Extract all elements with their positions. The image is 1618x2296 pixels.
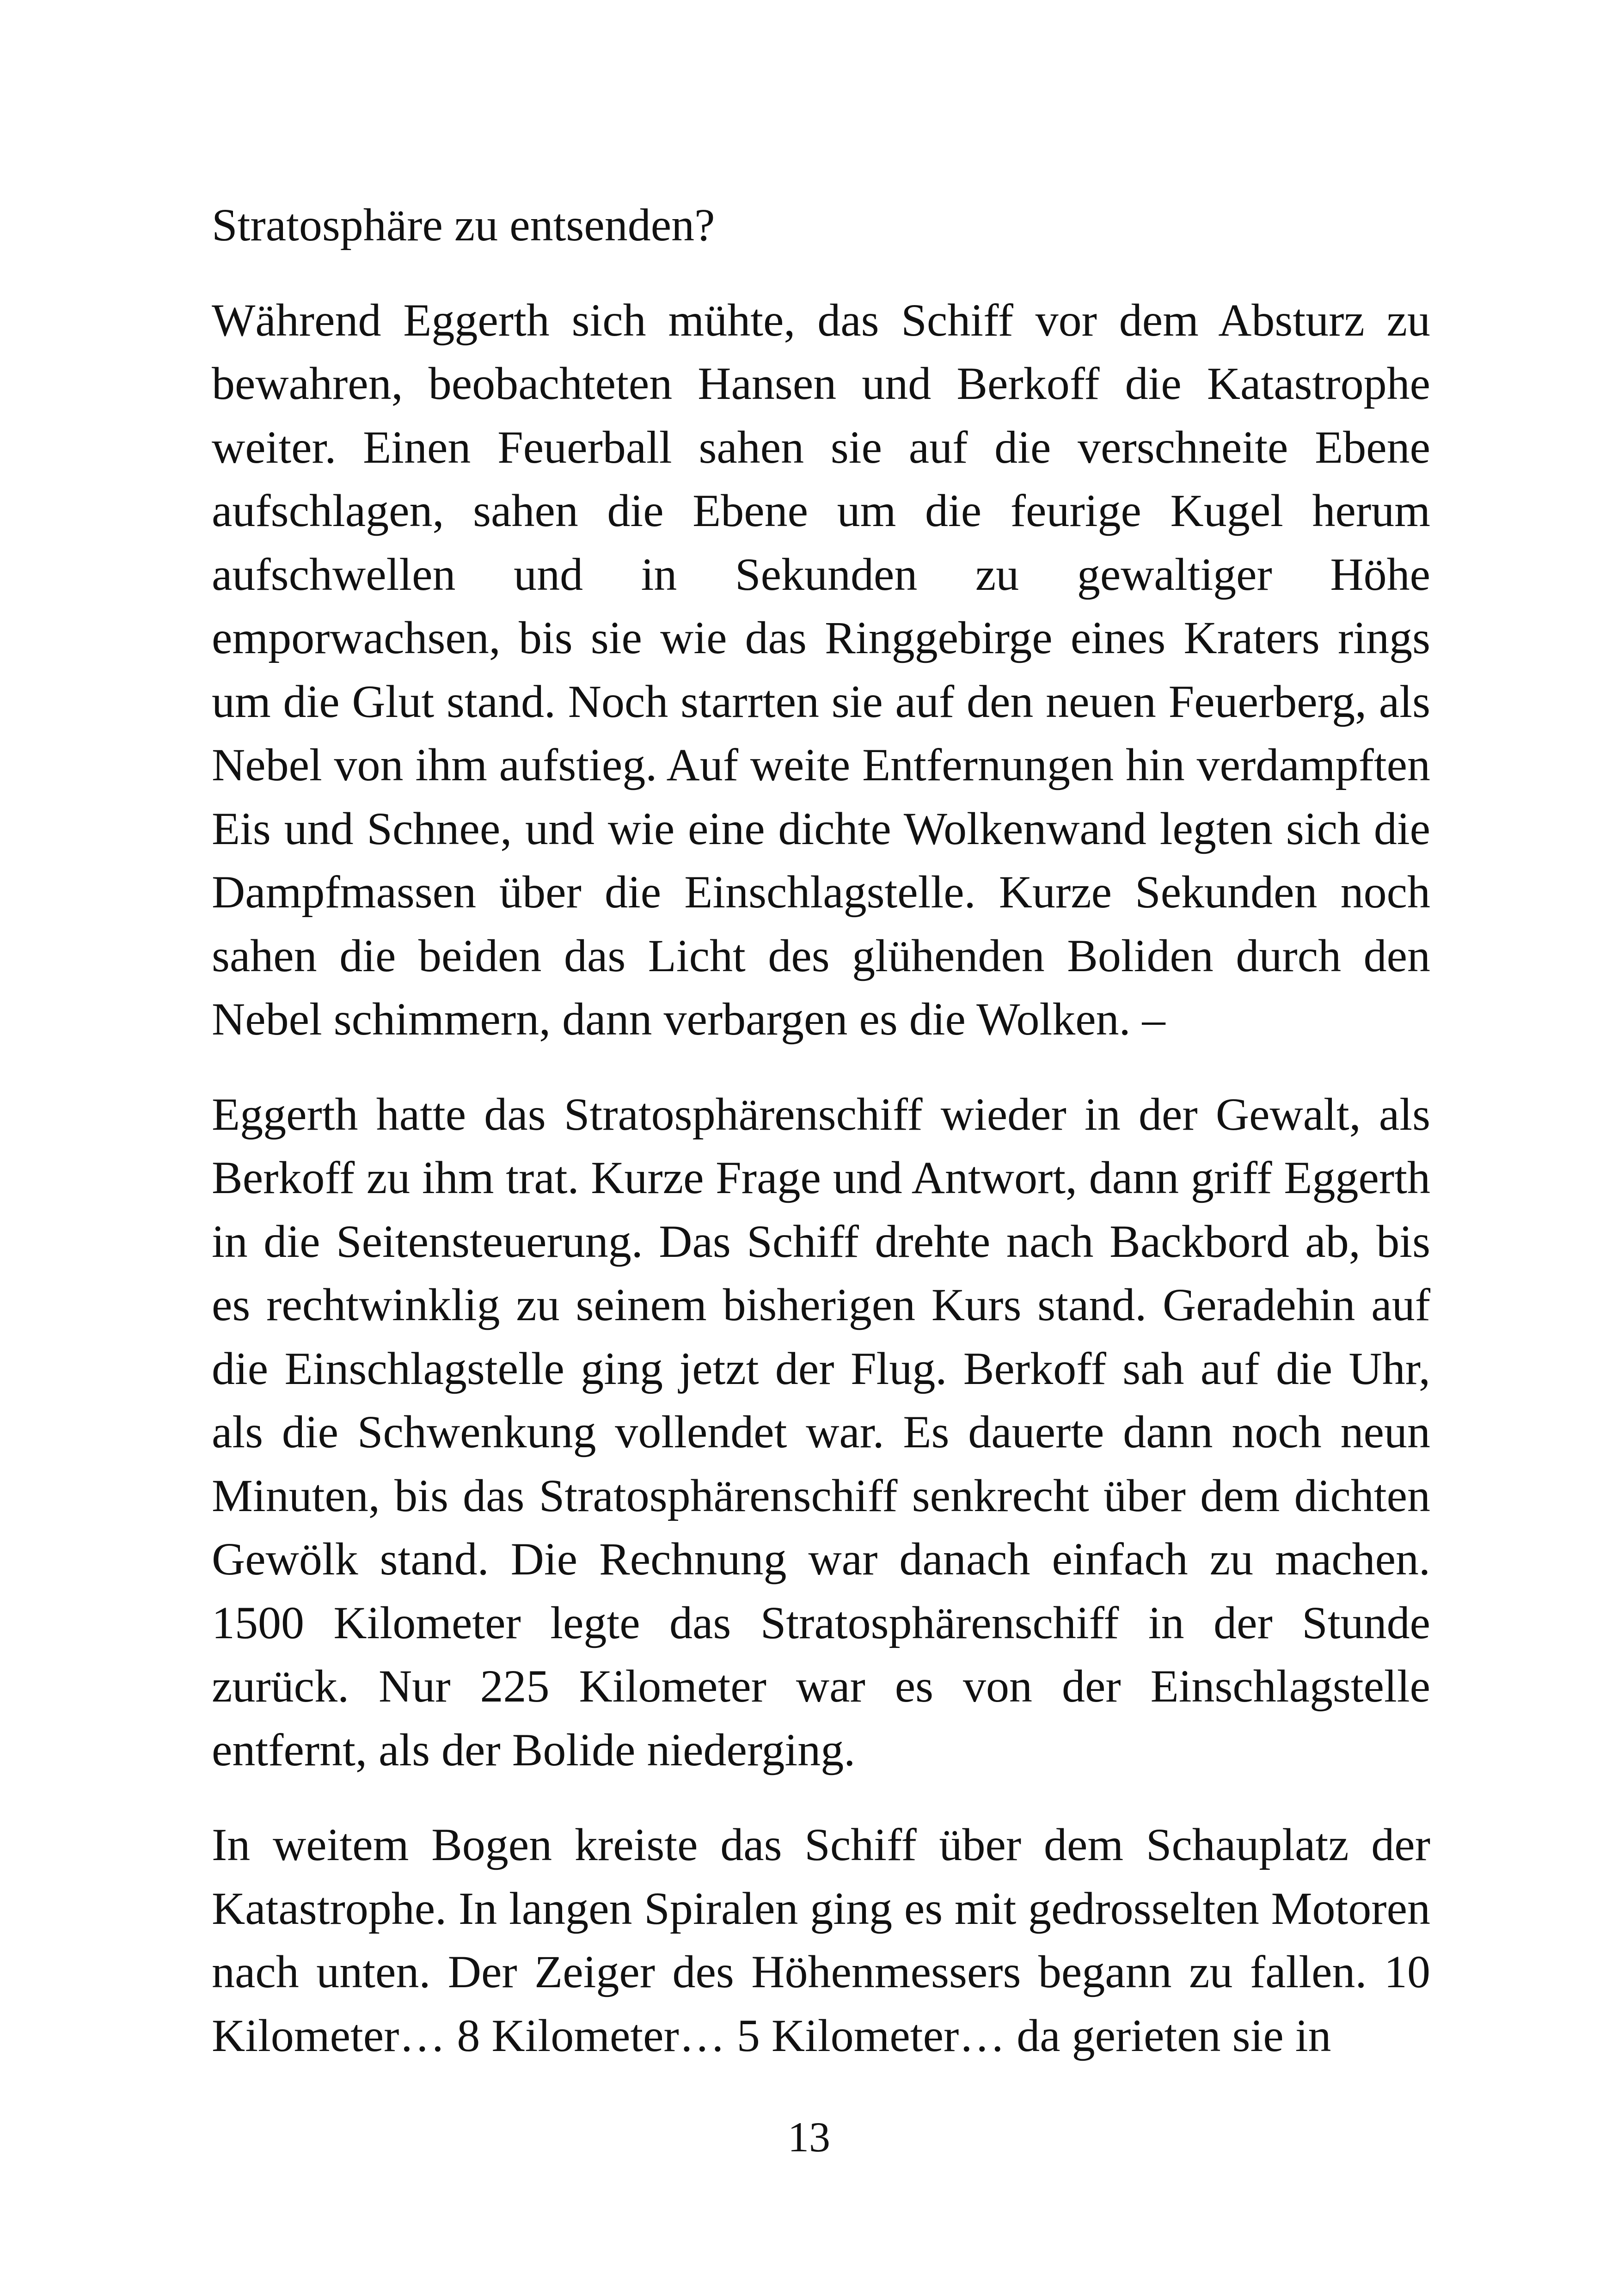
page-number: 13 [788, 2113, 830, 2161]
paragraph-1: Stratosphäre zu entsenden? [212, 199, 715, 251]
paragraph-3: Eggerth hatte das Stratosphärenschiff wieder in der Gewalt, als Berkoff zu ihm trat. Kurze Frage und Antwort, dann griff Eggerth in die Seitensteuerung. Das Schiff drehte nach Backbord ab, bis es rechtwinklig zu seinem bisherigen Kurs stand. Geradehin auf die Einschlagstelle ging jetzt der Flug. Berkoff sah auf die Uhr, als die Schwenkung vollendet war. Es dauerte dann noch neun Minuten, bis das Stratosphärenschiff senkrecht über dem dichten Gewölk stand. Die Rechnung war danach einfach zu machen. 1500 Kilometer legte das Stratosphärenschiff in der Stunde zurück. Nur 225 Kilometer war es von der Einschlagstelle entfernt, als der Bolide niederging. [212, 1088, 1430, 1776]
paragraph-4: In weitem Bogen kreiste das Schiff über dem Schauplatz der Katastrophe. In langen Spiralen ging es mit gedrosselten Motoren nach unten. Der Zeiger des Höhenmessers begann zu fallen. 10 Kilometer… 8 Kilometer… 5 Kilometer… da gerieten sie in [212, 1819, 1430, 2061]
paragraph-2: Während Eggerth sich mühte, das Schiff vor dem Absturz zu bewahren, beobachteten Hansen und Berkoff die Katastrophe weiter. Einen Feuerball sahen sie auf die verschneite Ebene aufschlagen, sahen die Ebene um die feurige Kugel herum aufschwellen und in Sekunden zu gewaltiger Höhe emporwachsen, bis sie wie das Ringgebirge eines Kraters rings um die Glut stand. Noch starrten sie auf den neuen Feuerberg, als Nebel von ihm aufstieg. Auf weite Entfernungen hin verdampften Eis und Schnee, und wie eine dichte Wolkenwand legten sich die Dampfmassen über die Einschlagstelle. Kurze Sekunden noch sahen die beiden das Licht des glühenden Boliden durch den Nebel schimmern, dann verbargen es die Wolken. – [212, 294, 1430, 1045]
page-body [212, 193, 1430, 2067]
